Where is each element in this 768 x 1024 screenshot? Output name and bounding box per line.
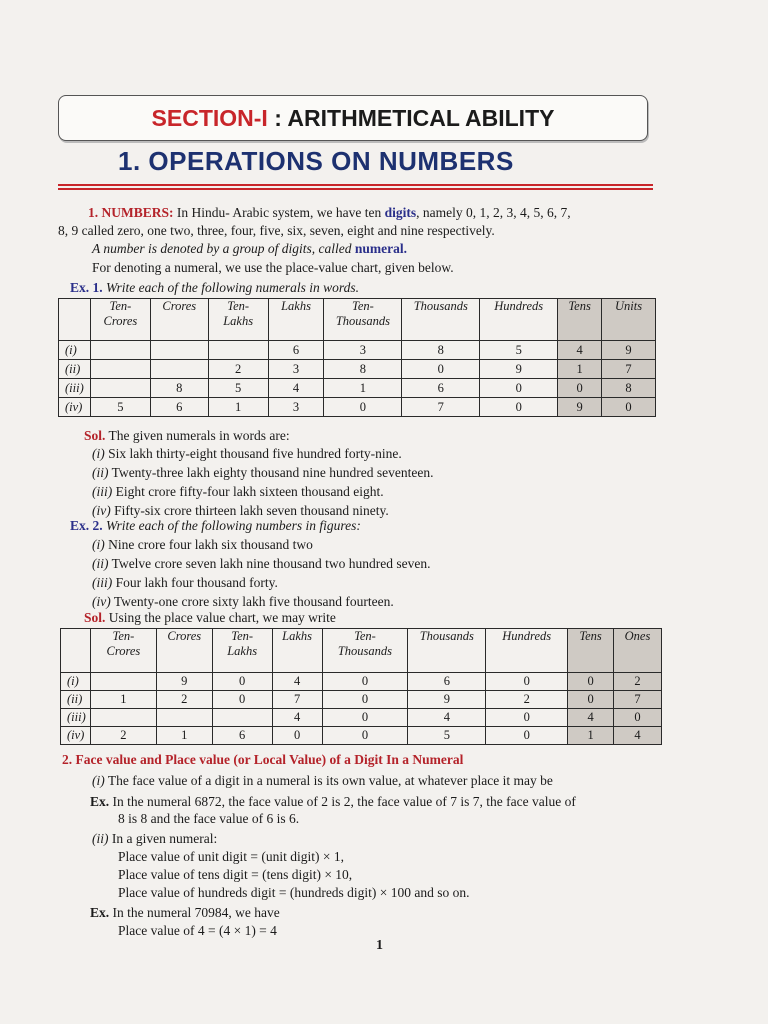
table-cell: 3 [268, 398, 324, 417]
ex1-label: Ex. 1. [70, 280, 103, 295]
sol2-line [84, 610, 336, 626]
face-value-ex-label: Ex. [90, 794, 110, 809]
table-cell: 0 [212, 673, 272, 691]
item-number: (iii) [92, 575, 113, 590]
numbers-line-2: 8, 9 called zero, one two, three, four, five, six, seven, eight and nine respectively. [58, 223, 495, 238]
table-row [61, 709, 662, 727]
chapter-rule-top [58, 184, 653, 186]
table-row [61, 673, 662, 691]
face-value-heading: 2. Face value and Place value (or Local Value) of a Digit In a Numeral [62, 752, 464, 767]
sol1-label: Sol. [84, 428, 106, 443]
table-cell [212, 709, 272, 727]
sol2-intro: Using the place value chart, we may write [108, 610, 336, 625]
place-value-rule: Place value of unit digit = (unit digit) × 1, [118, 849, 344, 864]
list-item [92, 446, 402, 462]
column-header: Tens [568, 629, 614, 673]
table-cell: 5 [90, 398, 150, 417]
table-cell: 5 [480, 341, 558, 360]
list-item [92, 484, 384, 500]
table-cell: 0 [480, 398, 558, 417]
item-text: Four lakh four thousand forty. [115, 575, 278, 590]
item-number: (iv) [92, 503, 111, 518]
numbers-line-4: For denoting a numeral, we use the place-value chart, given below. [92, 260, 454, 275]
table-cell: 0 [480, 379, 558, 398]
column-header: Tens [558, 299, 602, 341]
table-cell: 0 [602, 398, 656, 417]
table-cell: 9 [558, 398, 602, 417]
table-cell: 7 [272, 691, 322, 709]
item-text: Twelve crore seven lakh nine thousand two hundred seven. [111, 556, 431, 571]
face-value-example [90, 794, 576, 810]
table-cell: 5 [408, 727, 486, 745]
numbers-line-3-text: A number is denoted by a group of digits, called [92, 241, 352, 256]
table-cell: 6 [268, 341, 324, 360]
row-label: (iv) [61, 727, 91, 745]
item-text: Six lakh thirty-eight thousand five hundred forty-nine. [108, 446, 402, 461]
numbers-num: 1. [88, 205, 99, 220]
numbers-line-1 [88, 205, 571, 221]
table-row [61, 727, 662, 745]
table-cell: 8 [602, 379, 656, 398]
table-cell [90, 341, 150, 360]
table-cell: 0 [614, 709, 662, 727]
table-cell: 0 [486, 673, 568, 691]
table-cell: 0 [558, 379, 602, 398]
table-cell: 8 [402, 341, 480, 360]
section-title: ARITHMETICAL ABILITY [287, 105, 555, 131]
table-cell: 4 [614, 727, 662, 745]
place-value-table-1 [58, 298, 656, 417]
table-cell [208, 341, 268, 360]
ex2-label: Ex. 2. [70, 518, 103, 533]
table-cell: 1 [324, 379, 402, 398]
numbers-text-b: , namely 0, 1, 2, 3, 4, 5, 6, 7, [416, 205, 571, 220]
column-header: Ten- Crores [90, 629, 156, 673]
item-number: (i) [92, 537, 105, 552]
table-row [59, 341, 656, 360]
ex2-question: Write each of the following numbers in figures: [106, 518, 361, 533]
column-header: Ten- Lakhs [212, 629, 272, 673]
table-cell: 4 [268, 379, 324, 398]
table-cell: 7 [402, 398, 480, 417]
column-header: Ones [614, 629, 662, 673]
table-cell: 6 [150, 398, 208, 417]
item-number: (i) [92, 446, 105, 461]
table-cell: 0 [568, 691, 614, 709]
face-value-i [92, 773, 553, 789]
item-number: (ii) [92, 556, 109, 571]
table-cell: 9 [408, 691, 486, 709]
column-header: Ten- Crores [90, 299, 150, 341]
table-cell: 2 [90, 727, 156, 745]
page-number: 1 [376, 938, 383, 953]
list-item [92, 465, 433, 481]
column-header: Ten- Lakhs [208, 299, 268, 341]
table-cell: 4 [272, 673, 322, 691]
face-value-ex-text1: In the numeral 6872, the face value of 2 is 2, the face value of 7 is 7, the face value of [112, 794, 576, 809]
ex2-question-line [70, 518, 361, 534]
table-cell: 1 [558, 360, 602, 379]
ex1-question-line [70, 280, 359, 296]
table-cell: 4 [272, 709, 322, 727]
list-item [92, 594, 394, 610]
table-cell: 2 [614, 673, 662, 691]
table-cell: 9 [156, 673, 212, 691]
chapter-title: 1. OPERATIONS ON NUMBERS [118, 146, 514, 176]
table-cell: 0 [272, 727, 322, 745]
column-header: Thousands [408, 629, 486, 673]
table-cell: 0 [212, 691, 272, 709]
table-cell: 4 [568, 709, 614, 727]
list-item [92, 575, 278, 591]
numbers-heading: NUMBERS: [101, 205, 174, 220]
table-cell [90, 360, 150, 379]
table-cell: 7 [614, 691, 662, 709]
table-cell: 9 [480, 360, 558, 379]
table-cell: 8 [324, 360, 402, 379]
table1-header-row [59, 299, 656, 341]
numbers-line-3 [92, 241, 407, 257]
table-cell: 0 [568, 673, 614, 691]
row-label: (iv) [59, 398, 91, 417]
table-cell: 0 [322, 691, 408, 709]
row-label: (i) [59, 341, 91, 360]
numbers-text-a: In Hindu- Arabic system, we have ten [176, 205, 382, 220]
header-corner [59, 299, 91, 341]
table-cell: 2 [208, 360, 268, 379]
column-header: Crores [156, 629, 212, 673]
row-label: (ii) [59, 360, 91, 379]
row-label: (iii) [59, 379, 91, 398]
table2-header-row [61, 629, 662, 673]
face-value-ex-text2: 8 is 8 and the face value of 6 is 6. [118, 811, 300, 826]
column-header: Lakhs [268, 299, 324, 341]
item-text: Fifty-six crore thirteen lakh seven thousand ninety. [114, 503, 389, 518]
table-cell: 0 [402, 360, 480, 379]
column-header: Hundreds [480, 299, 558, 341]
table-cell [90, 379, 150, 398]
table-cell [90, 709, 156, 727]
item-text: Nine crore four lakh six thousand two [108, 537, 313, 552]
table-cell: 3 [268, 360, 324, 379]
place-value-ex-text: In the numeral 70984, we have [112, 905, 280, 920]
column-header: Units [602, 299, 656, 341]
table-cell: 4 [558, 341, 602, 360]
table-cell: 0 [486, 709, 568, 727]
sol2-label: Sol. [84, 610, 106, 625]
table-cell: 9 [602, 341, 656, 360]
place-value-ii [92, 831, 217, 847]
table-cell [150, 360, 208, 379]
table-cell: 1 [208, 398, 268, 417]
table-row [59, 360, 656, 379]
table-cell: 0 [324, 398, 402, 417]
list-item [92, 556, 430, 572]
place-value-table-2 [60, 628, 662, 745]
item-number: (iii) [92, 484, 113, 499]
place-value-ii-num: (ii) [92, 831, 109, 846]
table-cell: 1 [90, 691, 156, 709]
ex1-question: Write each of the following numerals in words. [106, 280, 360, 295]
section-prefix: SECTION-I [151, 105, 268, 131]
chapter-rule-bottom [58, 188, 653, 190]
place-value-ii-text: In a given numeral: [111, 831, 218, 846]
numeral-word: numeral. [354, 241, 407, 256]
table-cell: 3 [324, 341, 402, 360]
table-cell: 4 [408, 709, 486, 727]
section-banner [58, 95, 648, 141]
column-header: Crores [150, 299, 208, 341]
item-text: Twenty-three lakh eighty thousand nine hundred seventeen. [111, 465, 434, 480]
item-text: Twenty-one crore sixty lakh five thousand fourteen. [113, 594, 394, 609]
table-cell: 0 [322, 673, 408, 691]
table-cell: 6 [212, 727, 272, 745]
column-header: Lakhs [272, 629, 322, 673]
place-value-rule: Place value of hundreds digit = (hundreds digit) × 100 and so on. [118, 885, 470, 900]
section-colon: : [274, 105, 282, 131]
item-number: (iv) [92, 594, 111, 609]
table-row [61, 691, 662, 709]
table-cell [90, 673, 156, 691]
table-cell: 1 [568, 727, 614, 745]
place-value-ex-label: Ex. [90, 905, 110, 920]
table-row [59, 379, 656, 398]
table-cell: 5 [208, 379, 268, 398]
face-value-i-text: The face value of a digit in a numeral is its own value, at whatever place it may be [107, 773, 553, 788]
column-header: Ten- Thousands [322, 629, 408, 673]
face-value-i-num: (i) [92, 773, 105, 788]
table-cell: 1 [156, 727, 212, 745]
table-cell: 2 [486, 691, 568, 709]
place-value-ex-line: Place value of 4 = (4 × 1) = 4 [118, 923, 277, 938]
table-cell: 0 [322, 709, 408, 727]
table-cell: 2 [156, 691, 212, 709]
table-cell [150, 341, 208, 360]
table-cell: 0 [322, 727, 408, 745]
table-cell: 6 [408, 673, 486, 691]
row-label: (iii) [61, 709, 91, 727]
table-cell [156, 709, 212, 727]
sol1-line [84, 428, 290, 444]
place-value-rule: Place value of tens digit = (tens digit) × 10, [118, 867, 353, 882]
list-item [92, 503, 389, 519]
table-cell: 8 [150, 379, 208, 398]
table-cell: 7 [602, 360, 656, 379]
digits-word: digits [384, 205, 417, 220]
table-row [59, 398, 656, 417]
column-header: Thousands [402, 299, 480, 341]
table-cell: 6 [402, 379, 480, 398]
row-label: (i) [61, 673, 91, 691]
item-number: (ii) [92, 465, 109, 480]
place-value-example [90, 905, 280, 921]
sol1-intro: The given numerals in words are: [108, 428, 290, 443]
item-text: Eight crore fifty-four lakh sixteen thousand eight. [115, 484, 384, 499]
column-header: Ten- Thousands [324, 299, 402, 341]
row-label: (ii) [61, 691, 91, 709]
list-item [92, 537, 313, 553]
column-header: Hundreds [486, 629, 568, 673]
table-cell: 0 [486, 727, 568, 745]
header-corner [61, 629, 91, 673]
